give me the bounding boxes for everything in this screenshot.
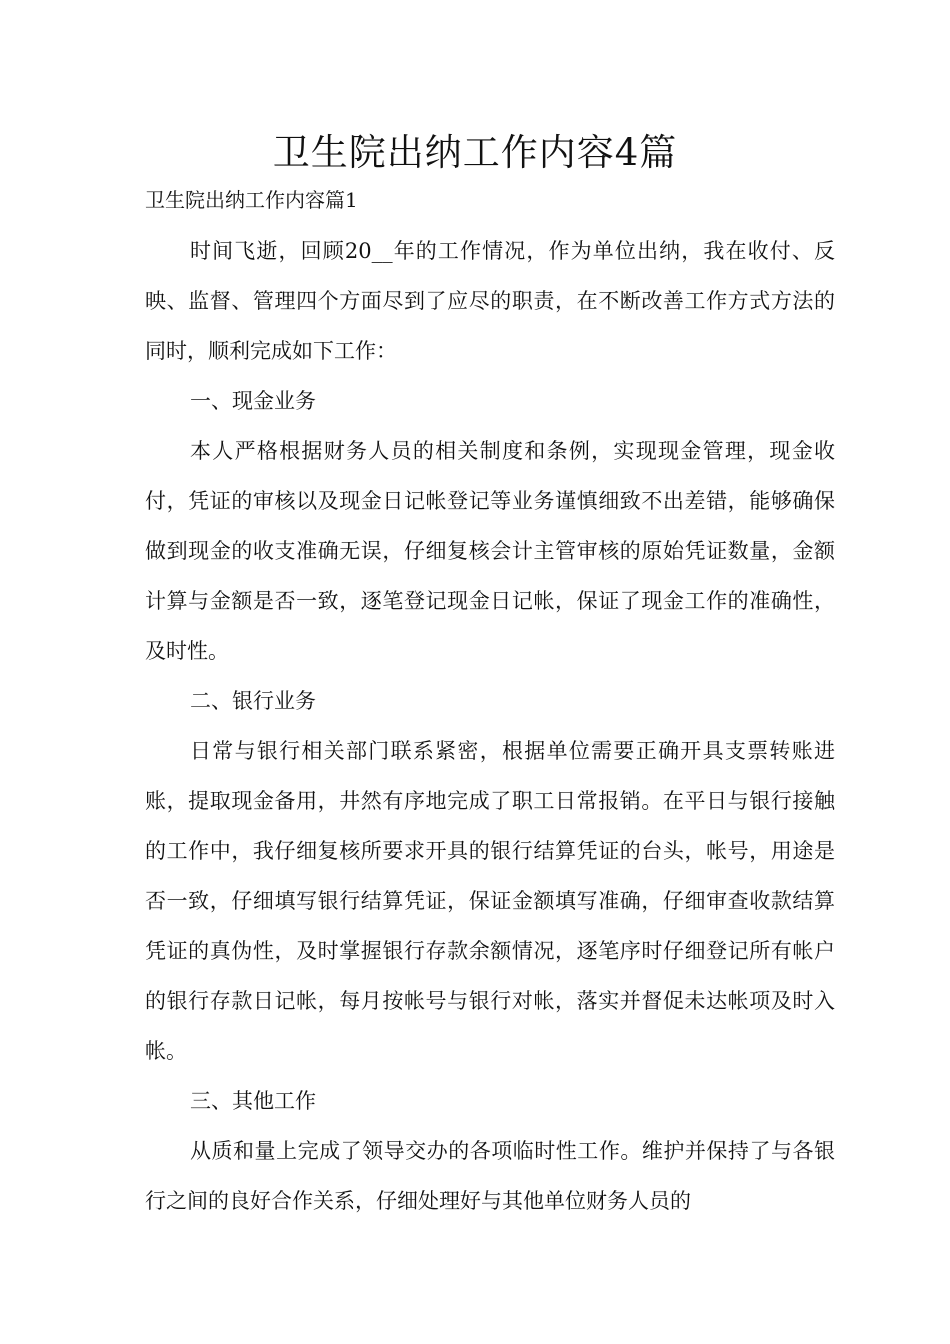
other-paragraph: 从质和量上完成了领导交办的各项临时性工作。维护并保持了与各银行之间的良好合作关系，仔细处理好与其他单位财务人员的 <box>145 1139 835 1213</box>
section-heading-cash: 一、现金业务 <box>190 389 316 413</box>
cash-paragraph: 本人严格根据财务人员的相关制度和条例，实现现金管理，现金收付，凭证的审核以及现金日记帐登记等业务谨慎细致不出差错，能够确保做到现金的收支准确无误，仔细复核会计主管审核的原始凭证数量，金额计算与金额是否一致，逐笔登记现金日记帐，保证了现金工作的准确性，及时性。 <box>145 439 835 663</box>
bank-paragraph: 日常与银行相关部门联系紧密，根据单位需要正确开具支票转账进账，提取现金备用，井然有序地完成了职工日常报销。在平日与银行接触的工作中，我仔细复核所要求开具的银行结算凭证的台头，帐号，用途是否一致，仔细填写银行结算凭证，保证金额填写准确，仔细审查收款结算凭证的真伪性，及时掌握银行存款余额情况，逐笔序时仔细登记所有帐户的银行存款日记帐，每月按帐号与银行对帐，落实并督促未达帐项及时入帐。 <box>145 739 835 1063</box>
section-heading-bank: 二、银行业务 <box>190 689 316 713</box>
document-subtitle: 卫生院出纳工作内容篇1 <box>145 188 358 212</box>
intro-paragraph: 时间飞逝，回顾20__年的工作情况，作为单位出纳，我在收付、反映、监督、管理四个方面尽到了应尽的职责，在不断改善工作方式方法的同时，顺利完成如下工作： <box>145 239 835 363</box>
section-heading-other: 三、其他工作 <box>190 1089 316 1113</box>
document-body <box>145 226 835 1226</box>
document-title: 卫生院出纳工作内容4篇 <box>272 131 678 174</box>
